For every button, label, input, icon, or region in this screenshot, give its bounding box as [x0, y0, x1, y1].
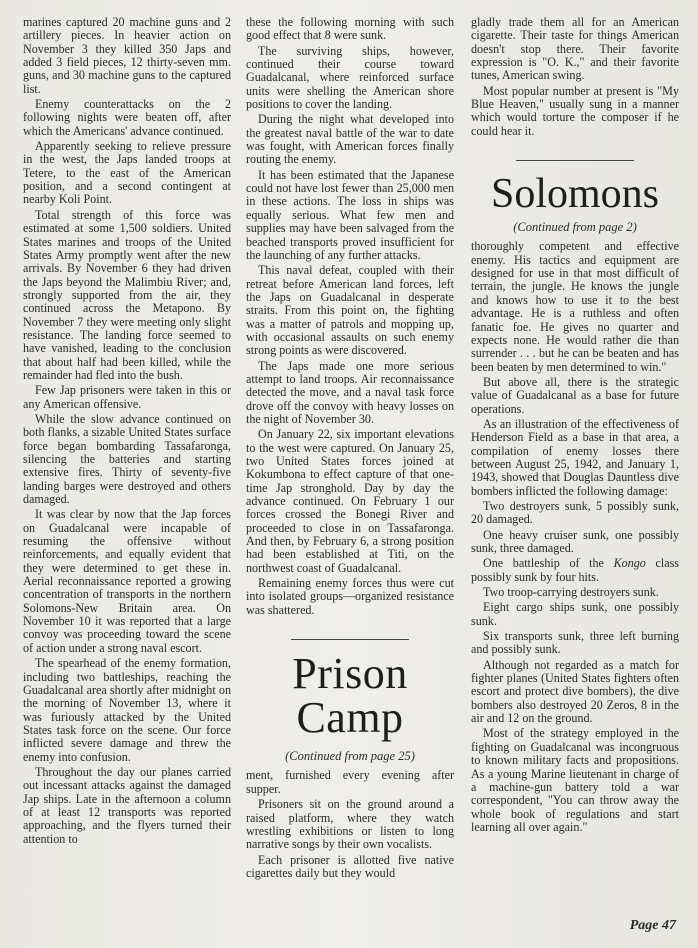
paragraph: It has been estimated that the Japanese could not have lost fewer than 25,000 men in these actions. The loss in ships was equally serious. What few men and supplies may have been salvaged from the beached transports proved insufficient for the launching of any further attacks. [246, 167, 454, 262]
paragraph: One battleship of the Kongo class possibly sunk by four hits. [471, 556, 679, 584]
paragraph: Eight cargo ships sunk, one possibly sunk. [471, 600, 679, 628]
paragraph: thoroughly competent and effective enemy. His tactics and equipment are designed for use in that most difficult of terrain, the jungle. He knows the jungle and knows how to use it to the best advantage. He is a ruthless and often fanatic foe. He gives no quarter and expects none. He would rather die than surrender . . . but he can be beaten and has been beaten by men determined to win." [471, 239, 679, 374]
paragraph: Six transports sunk, three left burning and possibly sunk. [471, 629, 679, 657]
paragraph: Remaining enemy forces thus were cut into isolated groups—organized resistance was shattered. [246, 576, 454, 617]
paragraph: During the night what developed into the greatest naval battle of the war to date was fought, with American forces finally routing the enemy. [246, 112, 454, 167]
page-number: Page 47 [629, 918, 676, 933]
column-1 [23, 16, 231, 848]
paragraph: But above all, there is the strategic value of Guadalcanal as a base for future operations. [471, 374, 679, 416]
paragraph: On January 22, six important elevations to the west were captured. On January 25, two United States forces joined at Kokumbona to effect capture of that one-time Jap stronghold. Day by day the advance continued. On February 1 our forces crossed the Bonegi River and proceeded to close in on Tassafaronga. And then, by February 6, a strong position had been established at Titi, on the northwest coast of Guadalcanal. [246, 427, 454, 575]
paragraph: It was clear by now that the Jap forces on Guadalcanal were incapable of resuming the offensive without reinforcements, and equally evident that they were determined to get these in. Aerial reconnaissance reported a growing concentration of transports in the northern Solomons-New Britain area. On November 10 it was reported that a large convoy was proceeding toward the scene of action under a strong naval escort. [23, 507, 231, 655]
paragraph: Most of the strategy employed in the fighting on Guadalcanal was incongruous to known military facts and propositions. As a young Marine lieutenant in charge of a machine-gun battery told a war correspondent, "You can throw away the whole book of regulations and start learning all over again." [471, 726, 679, 834]
paragraph: these the following morning with such good effect that 8 were sunk. [246, 15, 454, 43]
paragraph: The Japs made one more serious attempt to land troops. Air reconnaissance detected the move, and a naval task force drove off the convoy with heavy losses on the night of November 30. [246, 358, 454, 426]
solomons-continued-note: (Continued from page 2) [513, 220, 637, 235]
paragraph: This naval defeat, coupled with their retreat before American land forces, left the Japs on Guadalcanal in desperate straits. From this point on, the fighting was a matter of patrols and mopping up, with occasional assaults on such enemy strong points as were discovered. [246, 263, 454, 358]
solomons-headline: Solomons [490, 171, 660, 218]
paragraph: gladly trade them all for an American cigarette. Their taste for things American doesn't stop there. Their favorite expression is "O. K.," and their favorite tunes, American swing. [471, 15, 679, 83]
prison-camp-headline: Prison Camp [292, 649, 408, 743]
paragraph: Most popular number at present is "My Blue Heaven," usually sung in a manner which would torture the composer if he could hear it. [471, 83, 679, 138]
column-2 [246, 16, 454, 882]
paragraph: Apparently seeking to relieve pressure in the west, the Japs landed troops at Tetere, to the east of the American position, and a second contingent at nearby Koli Point. [23, 139, 231, 207]
section-divider [516, 160, 634, 161]
paragraph: The surviving ships, however, continued their course toward Guadalcanal, where reinforced surface units were shelling the American shore positions to cover the landing. [246, 43, 454, 112]
prison-camp-continued-note: (Continued from page 25) [285, 749, 415, 764]
section-divider [291, 639, 409, 640]
paragraph: ment, furnished every evening after supper. [246, 768, 454, 796]
paragraph: Two destroyers sunk, 5 possibly sunk, 20 damaged. [471, 498, 679, 527]
paragraph: As an illustration of the effectiveness of Henderson Field as a base in that area, a compilation of enemy losses there between August 25, 1942, and January 1, 1943, showed that Douglas Dauntless dive bombers inflicted the following damage: [471, 416, 679, 498]
paragraph: Each prisoner is allotted five native cigarettes daily but they would [246, 852, 454, 880]
paragraph: Throughout the day our planes carried out incessant attacks against the damaged Jap ships. Late in the afternoon a column of at least 12 transports was reported approaching, and the flyers turned their attention to [23, 764, 231, 846]
paragraph: Total strength of this force was estimated at some 1,500 soldiers. United States marines and troops of the United States Army promptly went after the new arrivals. By November 6 they had driven the Japs beyond the Malimbiu River; and, strongly supported from the air, they continued across the Metapono. By November 7 they were meeting only slight resistance. The landing force seemed to have vanished, leading to the conclusion that about half had been killed, while the remainder had fled into the bush. [23, 207, 231, 382]
paragraph: Although not regarded as a match for fighter planes (United States fighters often escort and protect dive bombers), the dive bombers also destroyed 20 Zeros, 8 in the air and 12 on the ground. [471, 657, 679, 726]
paragraph: Two troop-carrying destroyers sunk. [483, 585, 659, 600]
paragraph: One heavy cruiser sunk, one possibly sunk, three damaged. [471, 527, 679, 555]
paragraph: While the slow advance continued on both flanks, a sizable United States surface force began bombarding Tassafaronga, silencing the batteries and starting extensive fires. Thirty of seventy-five landing barges were destroyed and others damaged. [23, 411, 231, 507]
paragraph: marines captured 20 machine guns and 2 artillery pieces. In heavier action on November 3 they killed 350 Japs and added 3 field pieces, 12 thirty-seven mm. guns, and 30 machine guns to the captured list. [23, 15, 231, 96]
paragraph: Few Jap prisoners were taken in this or any American offensive. [23, 383, 231, 411]
paragraph: Enemy counterattacks on the 2 following nights were beaten off, after which the Americans' advance continued. [23, 97, 231, 138]
paragraph: The spearhead of the enemy formation, including two battleships, reaching the Guadalcanal area shortly after midnight on the morning of November 13, where it was furiously attacked by the United States task force on the scene. Our force inflicted severe damage and threw the enemy into confusion. [23, 656, 231, 764]
paragraph: Prisoners sit on the ground around a raised platform, where they watch wrestling exhibitions or listen to long narrative songs by their own vocalists. [246, 797, 454, 852]
column-3 [471, 16, 679, 836]
